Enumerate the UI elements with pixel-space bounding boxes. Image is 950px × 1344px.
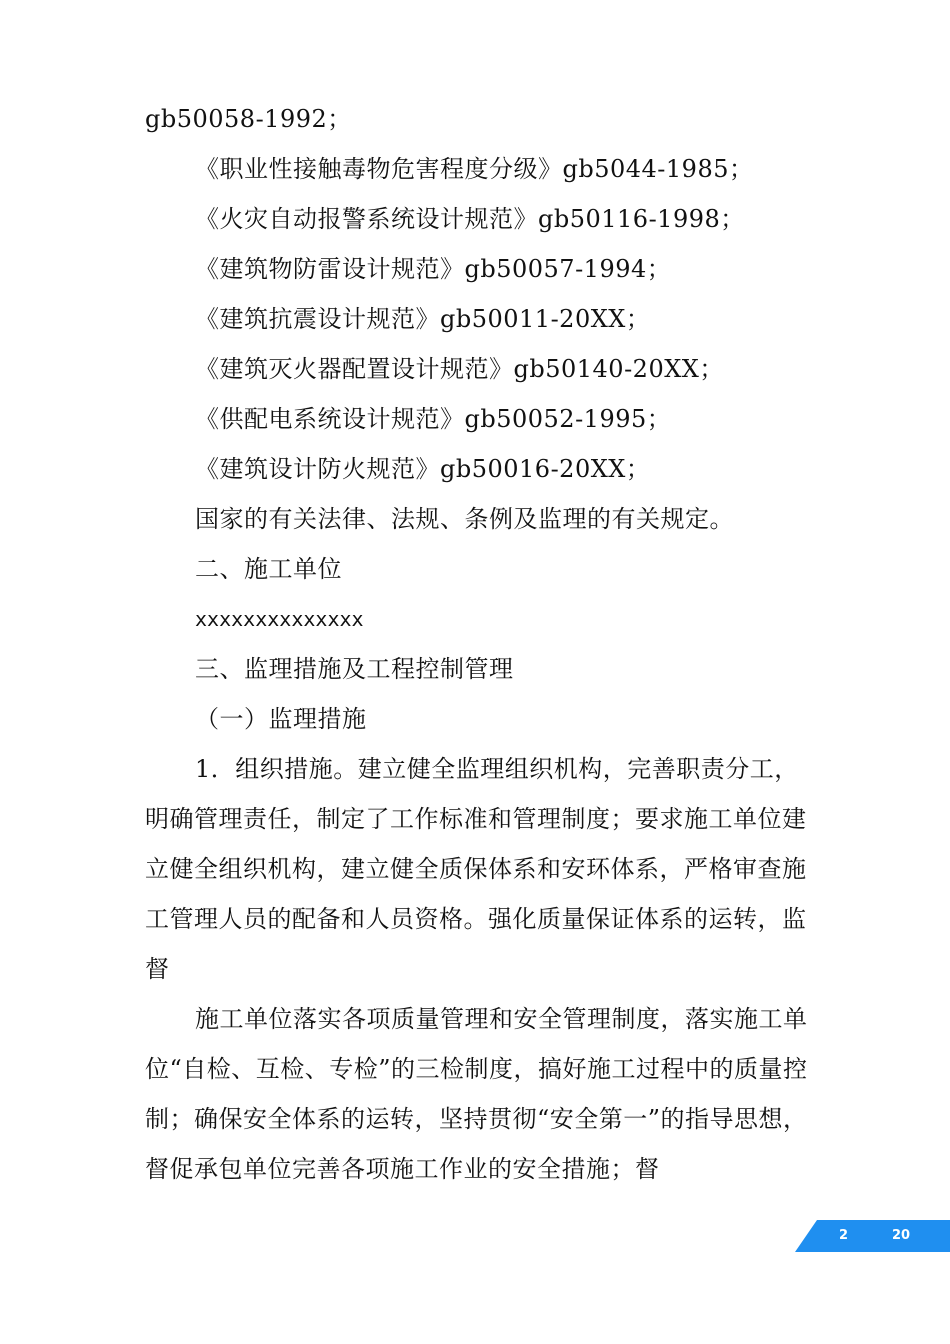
text-line-5: 《建筑抗震设计规范》gb50011-20XX； [195, 305, 651, 333]
text-line-3: 《火灾自动报警系统设计规范》gb50116-1998； [195, 205, 745, 233]
contractor-name: xxxxxxxxxxxxxx [195, 607, 364, 631]
page-badge-shape [795, 1220, 950, 1252]
document-body [145, 94, 810, 1194]
text-line-4: 《建筑物防雷设计规范》gb50057-1994； [195, 255, 672, 283]
paragraph-organization-measures: 1．组织措施。建立健全监理组织机构，完善职责分工，明确管理责任，制定了工作标准和管理制度；要求施工单位建立健全组织机构，建立健全质保体系和安环体系，严格审查施工管理人员的配备和人员资格。强化质量保证体系的运转，监督 [145, 755, 807, 983]
text-line-8: 《建筑设计防火规范》gb50016-20XX； [195, 455, 651, 483]
section-heading-2: 二、施工单位 [195, 555, 342, 583]
text-line-6: 《建筑灭火器配置设计规范》gb50140-20XX； [195, 355, 724, 383]
text-line-7: 《供配电系统设计规范》gb50052-1995； [195, 405, 672, 433]
total-page-count: 20 [892, 1228, 911, 1243]
subsection-heading-1: （一）监理措施 [195, 705, 367, 733]
text-line-9: 国家的有关法律、法规、条例及监理的有关规定。 [195, 505, 734, 533]
page-number-badge [795, 1220, 950, 1252]
current-page-number: 2 [839, 1228, 849, 1243]
paragraph-quality-safety: 施工单位落实各项质量管理和安全管理制度，落实施工单位“自检、互检、专检”的三检制度，搞好施工过程中的质量控制；确保安全体系的运转，坚持贯彻“安全第一”的指导思想，督促承包单位完善各项施工作业的安全措施；督 [145, 1005, 808, 1183]
text-line-1: gb50058-1992； [145, 105, 352, 133]
text-line-2: 《职业性接触毒物危害程度分级》gb5044-1985； [195, 155, 754, 183]
section-heading-3: 三、监理措施及工程控制管理 [195, 655, 514, 683]
